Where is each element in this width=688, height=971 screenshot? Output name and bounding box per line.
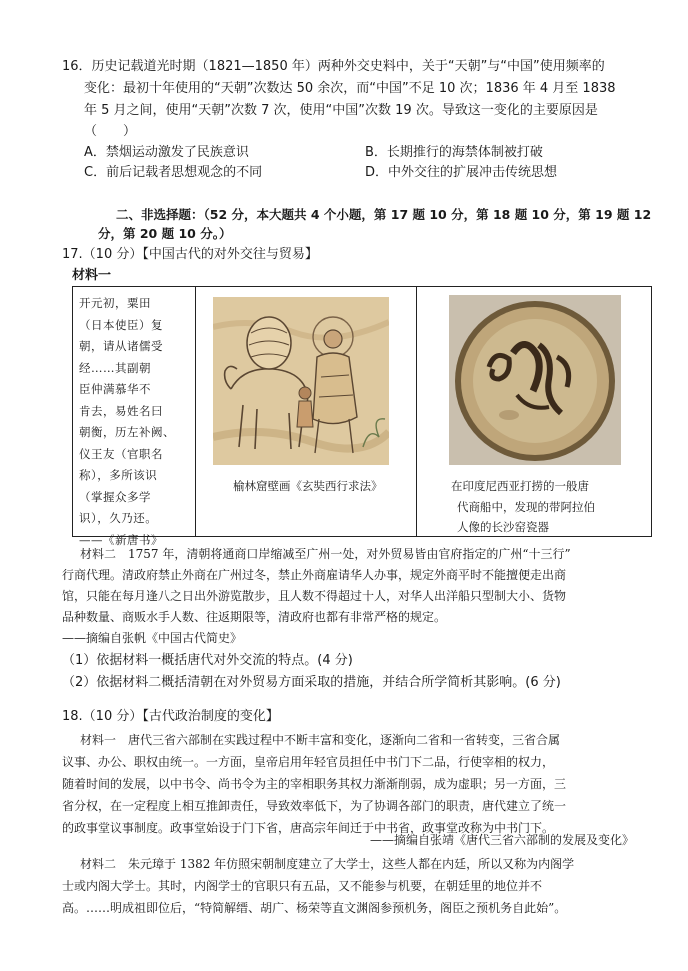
q17-material2-line-1: 材料二 1757 年，清朝将通商口岸缩减至广州一处，对外贸易皆由官府指定的广州“十三行”	[80, 547, 571, 561]
section2-heading-line-1: 二、非选择题：（52 分，本大题共 4 个小题，第 17 题 10 分，第 18 题 10 分，第 19 题 12	[116, 207, 652, 222]
q17-material1-label: 材料一	[72, 268, 112, 283]
q16-stem-line-3: 年 5 月之间，使用“天朝”次数 7 次，使用“中国”次数 19 次。导致这一变化的主要原因是	[84, 103, 598, 118]
q17-material2-line-2: 行商代理。清政府禁止外商在广州过冬，禁止外商雇请华人办事，规定外商平时不能擅便走出商	[62, 568, 567, 582]
q16-option-c: C．前后记载者思想观念的不同	[84, 165, 263, 180]
q18-material2-line-1: 材料二 朱元璋于 1382 年仿照宋朝制度建立了大学士，这些人都在内廷，所以又称为内阁学	[80, 857, 575, 871]
mural-caption: 榆林窟壁画《玄奘西行求法》	[233, 479, 383, 493]
q18-material1-source: ——摘编自张靖《唐代三省六部制的发展及变化》	[370, 833, 635, 847]
q18-material1-line-2: 议事、办公、职权由统一。一方面，皇帝启用年轻官员担任中书门下二品，行使宰相的权力，	[62, 755, 555, 769]
q16-option-d: D．中外交往的扩展冲击传统思想	[365, 165, 558, 180]
q18-material1-line-4: 省分权，在一定程度上相互推卸责任，导致效率低下，为了协调各部门的职责，唐代建立了统一	[62, 799, 567, 813]
bowl-caption-line-2: 代商船中，发现的带阿拉伯	[457, 500, 595, 514]
section2-heading-line-2: 分，第 20 题 10 分。）	[98, 226, 232, 241]
q17-task-2: （2）依据材料二概括清朝在对外贸易方面采取的措施，并结合所学简析其影响。(6 分)	[62, 675, 561, 690]
table-divider	[195, 287, 196, 536]
material1-table	[72, 286, 652, 547]
new-tang-book-quote: 开元初，粟田 （日本使臣）复 朝，请从诸儒受 经……其副朝 臣仲满慕华不 肯去，易姓名曰 朝衡，历左补阙、 仪王友（官职名 称），多所该识 （掌握众多学 识），久乃还。 ——《新唐书》	[79, 296, 175, 547]
q16-option-a: A．禁烟运动激发了民族意识	[84, 145, 249, 160]
q18-material2-line-2: 士或内阁大学士。其时，内阁学士的官职只有五品，又不能参与机要，在朝廷里的地位并不	[62, 879, 543, 893]
q16-option-b: B．长期推行的海禁体制被打破	[365, 145, 543, 160]
bowl-illustration	[449, 295, 621, 465]
changsha-kiln-bowl-image	[449, 295, 621, 465]
q16-stem-line-1: 16．历史记载道光时期（1821—1850 年）两种外交史料中，关于“天朝”与“中国”使用频率的	[62, 59, 605, 74]
q17-material2-source: ——摘编自张帆《中国古代简史》	[62, 631, 243, 645]
q18-material1-line-1: 材料一 唐代三省六部制在实践过程中不断丰富和变化，逐渐向二省和一省转变，三省合属	[80, 733, 561, 747]
q17-task-1: （1）依据材料一概括唐代对外交流的特点。(4 分)	[62, 653, 353, 668]
q16-answer-blank: （ ）	[84, 124, 137, 139]
q17-material2-line-4: 品种数量、商贩水手人数、往返期限等，清政府也都有非常严格的规定。	[62, 610, 447, 624]
bowl-caption-line-3: 人像的长沙窑瓷器	[457, 520, 549, 534]
q18-material1-line-3: 随着时间的发展，以中书令、尚书令为主的宰相职务其权力渐渐削弱，成为虚职；另一方面，三	[62, 777, 567, 791]
bowl-caption-line-1: 在印度尼西亚打捞的一般唐	[451, 479, 589, 493]
q17-material2-line-3: 馆，只能在每月逢八之日出外游览散步，且人数不得超过十人，对华人出洋船只型制大小、货物	[62, 589, 567, 603]
q18-material1-line-5: 的政事堂议事制度。政事堂始设于门下省，唐高宗年间迁于中书省，政事堂改称为中书门下。	[62, 821, 555, 835]
q17-heading: 17.（10 分）【中国古代的对外交往与贸易】	[62, 247, 318, 262]
table-divider	[416, 287, 417, 536]
q18-heading: 18.（10 分）【古代政治制度的变化】	[62, 709, 279, 724]
mural-illustration	[213, 297, 389, 465]
yulin-cave-mural-image	[213, 297, 389, 465]
q18-material2-line-3: 高。……明成祖即位后，“特简解缙、胡广、杨荣等直文渊阁参预机务，阁臣之预机务自此始”。	[62, 901, 567, 915]
q16-stem-line-2: 变化：最初十年使用的“天朝”次数达 50 余次，而“中国”不足 10 次；1836 年 4 月至 1838	[84, 81, 616, 96]
